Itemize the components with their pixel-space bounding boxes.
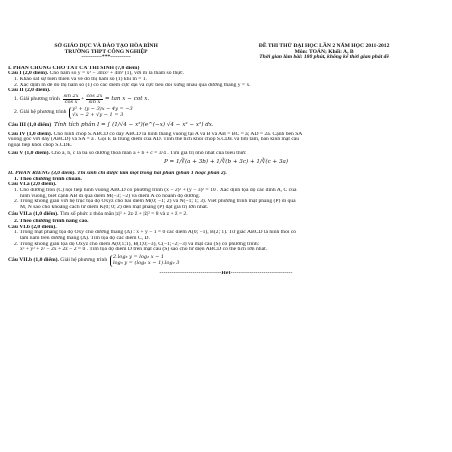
- question-6a-part-1: 1. Cho đường tròn (C) nội tiếp hình vuông ABCD có phương trình (x − 2)² + (y − 3)² = 10 . Xác định tọa độ các đỉnh A, C của: [14, 187, 297, 193]
- question-7a-head: Câu VII.a (1,0 điểm).: [8, 211, 59, 218]
- part2-option-1-title: 1. Theo chương trình chuẩn.: [14, 176, 82, 182]
- question-6b-head: Câu VI.b (2,0 điểm).: [8, 224, 57, 230]
- school-name: TRƯỜNG THPT CÔNG NGHIỆP: [64, 48, 148, 55]
- question-4-text: Cho hình chóp S.ABCD có đáy ABCD là hình thang vuông tại A và B và AB = BC = a; AD = 2a. Cạnh bên SA: [53, 131, 303, 137]
- question-6a-part-1b: hình vuông, biết cạnh AB đi qua điểm M(−3; −2) và điểm A có hoành độ dương.: [20, 193, 201, 199]
- question-4-head: Câu IV (1,0 điểm).: [8, 131, 53, 137]
- question-5-text: Cho a, b, c là ba số dương thoả mãn a + b + c = 3/4 . Tìm giá trị nhỏ nhất của biểu thức: [51, 150, 247, 156]
- q2-1-label: 1. Giải phương trình: [14, 95, 60, 102]
- question-1-part-1: 1. Khảo sát sự biến thiên và vẽ đồ thị hàm số (1) khi m = 1.: [14, 76, 147, 82]
- fraction-cos2x-sinx: $\frac{\cos 2x}{\text{sin x}}$: [86, 93, 103, 106]
- question-7b-head: Câu VII.b (1,0 điểm).: [8, 257, 59, 264]
- question-6a-part-2: 2. Trong không gian với hệ trục tọa độ Oxyz cho hai điểm M(0; −1; 2) và N(−1; 1; 3). Viết phương trình mặt phẳng (P) đi qua: [14, 199, 296, 205]
- log-system-of-equations: 2.log₃ y = log₂ x − 1 log₃ y = (log₂ x − 1).log₂ 3: [110, 255, 179, 267]
- exam-title: ĐỀ THI THỬ ĐẠI HỌC LẦN 2 NĂM HỌC 2011-2012: [258, 43, 390, 49]
- question-1-text: Cho hàm số y = x³ − 3mx² + 4m³ (1), với m là tham số thực.: [49, 71, 185, 77]
- question-1-head: Câu I (2,0 điểm).: [8, 71, 49, 77]
- question-3-text: Tính tích phân I = ∫ (1/√4 − x²)(e^(−x) √4 − x² − x²) dx.: [54, 121, 214, 128]
- part1-title: I. PHẦN CHUNG CHO TẤT CẢ THÍ SINH (7,0 điểm): [8, 65, 140, 71]
- system-of-equations: y² + (y − 3)x − 4y = −3 √x − 2 + √y − 1 = 3: [69, 107, 132, 119]
- exam-info-block: [204, 44, 444, 61]
- exam-header: [8, 44, 444, 61]
- header-divider: -----------***-----------: [81, 54, 131, 61]
- question-7a-text: Tìm số phức z thỏa mãn |z|² + 2z·z̄ + |z̄|² = 8 và z + z̄ = 2.: [59, 211, 188, 218]
- question-3-head: Câu III (1,0 điểm): [8, 121, 52, 128]
- question-6b-part-2: 2. Trong không gian tọa độ Oxyz cho điểm A(0;1;1), B(1;0;−3), C(−1;−2;−3) và mặt cầu (S) có phương trình:: [14, 241, 260, 247]
- question-4-text-2: vuông góc với đáy (ABCD) và SA = a . Gọi E là trung điểm của AD. Tính thể tích khối chóp S.CDE và tìm tâm, bán kính mặt cầu: [8, 137, 300, 143]
- q2-1-rhs: = tan x − cot x.: [104, 95, 150, 102]
- department-name: SỞ GIÁO DỤC VÀ ĐÀO TẠO HÒA BÌNH: [54, 43, 158, 49]
- question-6b-part-1: 1. Trong mặt phẳng tọa độ Oxy cho đường thẳng (Δ) : x + y − 1 = 0 các điểm A(0; −1), B(2; 1). Tứ giác ABCD là hình thoi có: [14, 230, 297, 236]
- question-2-part-2: [8, 106, 444, 120]
- subject-line: Môn: TOÁN; Khối: A, B: [294, 48, 354, 55]
- time-line: Thời gian làm bài: 180 phút, không kể thời gian phát đề: [259, 54, 389, 61]
- question-7a: [8, 210, 444, 219]
- question-7b: [8, 253, 444, 269]
- question-7b-label: Giải hệ phương trình: [60, 257, 108, 264]
- question-4-text-3: ngoại tiếp khối chóp S.CDE.: [8, 142, 73, 148]
- question-6b-part-2b: x² + y² + z² − 2x + 2z − 2 = 0 . Tìm tọa độ điểm D trên mặt cầu (S) sao cho tứ diện ABCD có thể tích lớn nhất.: [20, 247, 268, 253]
- question-6a-part-2b: M, N sao cho khoảng cách từ điểm K(0; 0; 2) đến mặt phẳng (P) đạt giá trị lớn nhất.: [20, 204, 209, 210]
- part2-title: II. PHẦN RIÊNG (3,0 điểm). Thí sinh chỉ được làm một trong hai phần (phần 1 hoặc phần 2).: [8, 171, 227, 177]
- part2-option-2-title: 2. Theo chương trình nâng cao.: [14, 219, 89, 225]
- school-block: [8, 44, 204, 61]
- end-marker: ------------------------------Hết------------------------------: [159, 270, 293, 276]
- question-5-head: Câu V (1,0 điểm).: [8, 150, 50, 156]
- question-1-part-2: 2. Xác định m để đồ thị hàm số (1) có các điểm cực đại và cực tiểu đối xứng nhau qua đường thẳng y = x.: [14, 82, 251, 88]
- question-3: [8, 120, 444, 132]
- q2-2-label: 2. Giải hệ phương trình: [14, 108, 67, 115]
- question-5-formula: P = 1/∛(a + 3b) + 1/∛(b + 3c) + 1/∛(c + 3a): [163, 159, 289, 166]
- question-2-head: Câu II (2,0 điểm).: [8, 88, 51, 94]
- question-6a-head: Câu VI.a (2,0 điểm).: [8, 182, 57, 188]
- fraction-sin2x-cosx: $\frac{\sin 2x}{\text{cos x}}$: [63, 93, 79, 106]
- question-2-part-1: 1. Giải phương trình $\frac{\sin 2x}{\text{cos x}}$ + $\frac{\cos 2x}{\text{sin x}}$ = tan x − cot x.: [14, 93, 150, 106]
- question-6b-part-1b: tâm nằm trên đường thẳng (Δ). Tìm tọa độ các điểm C, D.: [20, 236, 150, 242]
